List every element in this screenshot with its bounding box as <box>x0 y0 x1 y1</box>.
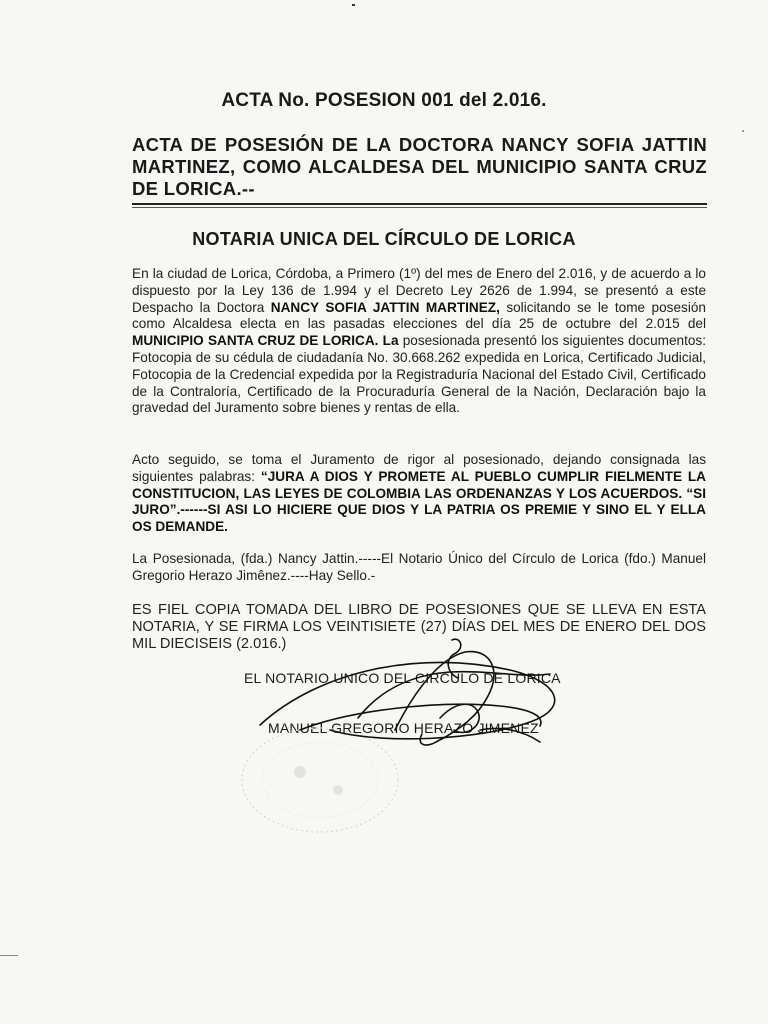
notary-seal-image <box>230 720 410 840</box>
paragraph-text: Acto seguido, se toma el Juramento de rigor al posesionado, dejando consignada las siguientes palabras: <box>132 452 706 484</box>
paragraph-text: posesionada presentó los siguientes documentos: Fotocopia de su cédula de ciudadanía No. 30.668.262 expedida en Lorica, Certificado Judicial, Fotocopia de la Credencial expedida por la Registraduría Nacional del Estado Civil, Certificado de la Contraloría, Certificado de la Procuraduría General de la Nación, Declaración bajo la gravedad del Juramento sobre bienes y rentas de ella. <box>132 333 706 416</box>
paragraph-oath <box>132 452 706 536</box>
paragraph-signatures: La Posesionada, (fda.) Nancy Jattin.-----El Notario Único del Círculo de Lorica (fdo.) Manuel Gregorio Herazo Jimênez.----Hay Sello.- <box>132 551 706 583</box>
notary-label: EL NOTARIO UNICO DEL CIRCULO DE LORICA <box>244 670 561 686</box>
bold-municipality: MUNICIPIO SANTA CRUZ DE LORICA. La <box>132 333 399 349</box>
notary-name: MANUEL GREGORIO HERAZO JIMENEZ <box>268 720 539 736</box>
divider-line-thin <box>132 207 707 208</box>
paragraph-text: solicitando se le tome posesión como Alcaldesa electa en las pasadas elecciones del día 25 de octubre del 2.015 del <box>132 299 706 332</box>
notary-heading: NOTARIA UNICA DEL CÍRCULO DE LORICA <box>192 229 576 249</box>
oath-text: “JURA A DIOS Y PROMETE AL PUEBLO CUMPLIR FIELMENTE LA CONSTITUCION, LAS LEYES DE COLOMBIA LAS ORDENANZAS Y LOS ACUERDOS. “SI JURO”.------SI ASI LO HICIERE QUE DIOS Y LA PATRIA OS PREMIE Y SINO EL Y ELLA OS DEMANDE. <box>132 468 707 535</box>
divider-line <box>132 203 707 205</box>
bold-name: NANCY SOFIA JATTIN MARTINEZ, <box>270 299 500 315</box>
act-number: ACTA No. POSESION 001 del 2.016. <box>221 90 547 111</box>
paragraph-text: En la ciudad de Lorica, Córdoba, a Primero (1º) del mes de Enero del 2.016, y de acuerdo a lo dispuesto por la Ley 136 de 1.994 y el Decreto Ley 2626 de 1.994, se presentó a este Despacho la Doctora <box>132 266 706 315</box>
paragraph-certified-copy: ES FIEL COPIA TOMADA DEL LIBRO DE POSESIONES QUE SE LLEVA EN ESTA NOTARIA, Y SE FIRMA LOS VEINTISIETE (27) DÍAS DEL MES DE ENERO DEL DOS MIL DIECISEIS (2.016.) <box>132 602 706 652</box>
paragraph-possession <box>132 266 706 417</box>
act-title: ACTA DE POSESIÓN DE LA DOCTORA NANCY SOFIA JATTIN MARTINEZ, COMO ALCALDESA DEL MUNICIPIO SANTA CRUZ DE LORICA.-- <box>132 134 707 199</box>
